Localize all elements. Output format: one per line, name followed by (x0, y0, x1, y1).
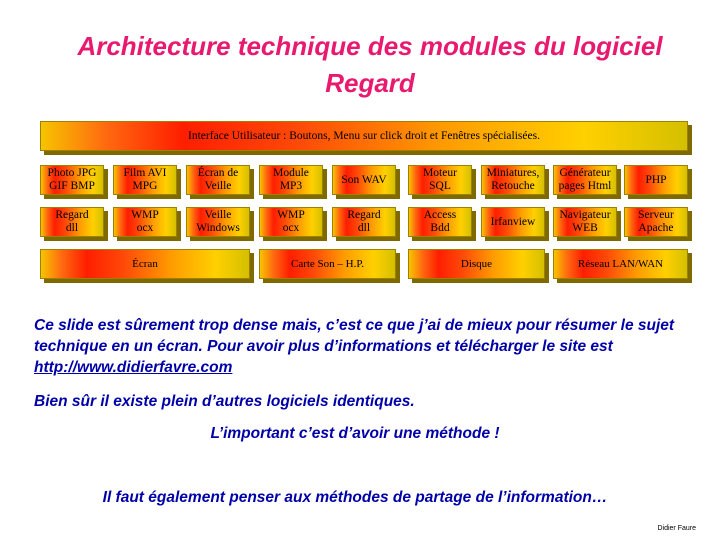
component-box (259, 207, 323, 237)
module-line1: Photo JPG (47, 167, 97, 179)
component-line2: Apache (638, 222, 674, 234)
module-line2: GIF BMP (49, 180, 95, 192)
component-line1: Irfanview (490, 215, 536, 228)
hardware-box-network (553, 249, 688, 279)
module-line2: Retouche (491, 180, 535, 192)
module-line1: PHP (645, 173, 667, 186)
component-box (186, 207, 250, 237)
module-box (186, 165, 250, 195)
module-box (332, 165, 396, 195)
component-box (332, 207, 396, 237)
module-line1: Module (273, 167, 309, 179)
module-box (481, 165, 545, 195)
module-line2: MP3 (279, 180, 303, 192)
component-line2: Bdd (430, 222, 450, 234)
component-box (553, 207, 617, 237)
module-line1: Miniatures, (486, 167, 540, 179)
site-link[interactable]: http://www.didierfavre.com (34, 359, 233, 376)
module-line1: Film AVI (123, 167, 167, 179)
component-line2: Windows (196, 222, 240, 234)
component-line2: ocx (136, 222, 154, 234)
component-line2: dll (357, 222, 371, 234)
hardware-box-screen (40, 249, 250, 279)
module-line1: Générateur (559, 167, 611, 179)
component-line1: Regard (55, 209, 89, 221)
interface-bar-label: Interface Utilisateur : Boutons, Menu sur click droit et Fenêtres spécialisées. (188, 129, 540, 142)
component-box (408, 207, 472, 237)
module-box (553, 165, 617, 195)
component-line1: Regard (347, 209, 381, 221)
module-box (40, 165, 104, 195)
component-box (624, 207, 688, 237)
intro-text: Ce slide est sûrement trop dense mais, c’est ce que j’ai de mieux pour résumer le sujet technique en un écran. Pour avoir plus d’informations et télécharger le site est (34, 317, 675, 355)
component-line1: Veille (204, 209, 232, 221)
component-line2: WEB (572, 222, 598, 234)
paragraph-intro (34, 315, 684, 378)
component-line1: Access (423, 209, 457, 221)
hardware-label: Carte Son – H.P. (290, 257, 365, 270)
module-line2: Veille (204, 180, 232, 192)
hardware-label: Disque (460, 257, 493, 270)
component-line1: WMP (131, 209, 159, 221)
module-box (624, 165, 688, 195)
component-box (40, 207, 104, 237)
hardware-label: Réseau LAN/WAN (577, 257, 664, 270)
module-box (113, 165, 177, 195)
module-line2: MPG (132, 180, 158, 192)
slide-title: Architecture technique des modules du logiciel Regard (77, 31, 663, 98)
module-line2: pages Html (558, 180, 612, 192)
paragraph-other-software: Bien sûr il existe plein d’autres logiciels identiques. (34, 393, 415, 410)
component-line2: dll (65, 222, 79, 234)
hardware-label: Écran (132, 257, 158, 270)
component-box (113, 207, 177, 237)
component-line1: Navigateur (559, 209, 611, 221)
paragraph-sharing: Il faut également penser aux méthodes de partage de l’information… (102, 489, 608, 506)
module-box (408, 165, 472, 195)
author-credit: Didier Faure (657, 525, 696, 532)
module-line1: Son WAV (341, 173, 387, 186)
hardware-box-sound (259, 249, 396, 279)
component-box (481, 207, 545, 237)
module-line2: SQL (429, 180, 451, 192)
hardware-box-disk (408, 249, 545, 279)
paragraph-method: L’important c’est d’avoir une méthode ! (210, 425, 500, 442)
component-line1: Serveur (638, 209, 674, 221)
module-box (259, 165, 323, 195)
module-line1: Écran de (197, 167, 239, 179)
interface-bar (40, 121, 688, 151)
component-line2: ocx (282, 222, 300, 234)
component-line1: WMP (277, 209, 305, 221)
module-line1: Moteur (423, 167, 457, 179)
